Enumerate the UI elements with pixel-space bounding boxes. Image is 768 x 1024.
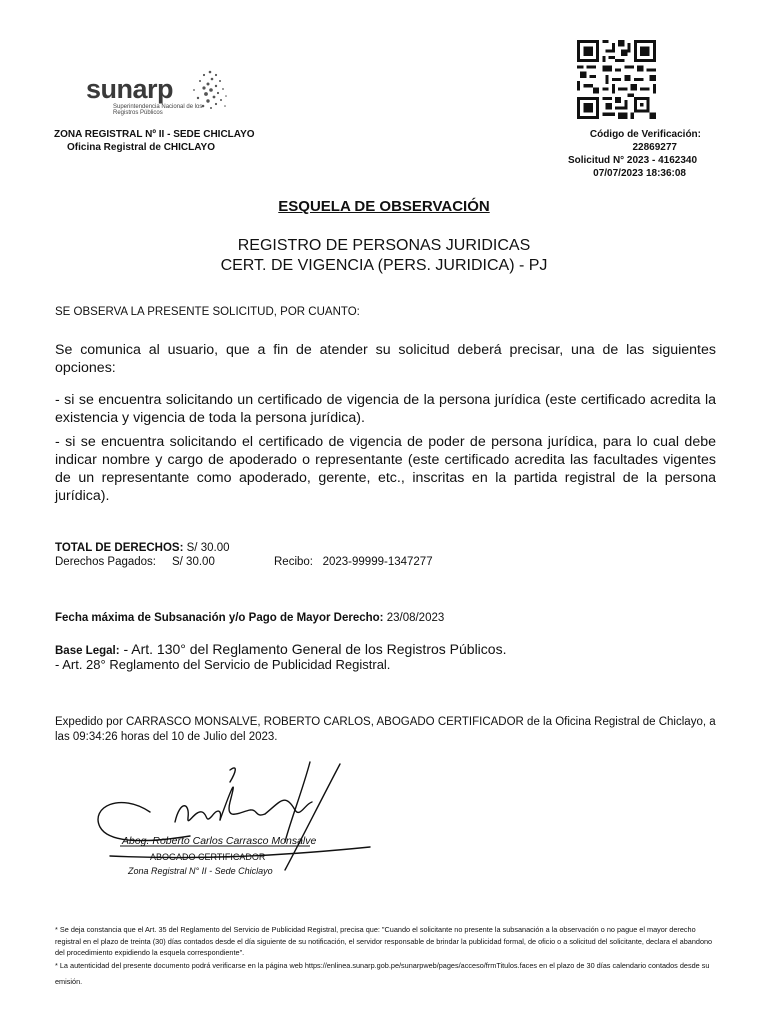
signature-stroke (220, 787, 265, 820)
observation-paragraph: Se comunica al usuario, que a fin de atender su solicitud deberá precisar, una de las siguientes opciones: (55, 342, 716, 376)
fecha-maxima-value: 23/08/2023 (386, 612, 445, 624)
base-legal-line: - Art. 28° Reglamento del Servicio de Publicidad Registral. (55, 657, 391, 672)
oficina-registral: Oficina Registral de CHICLAYO (67, 142, 215, 153)
certificate-subtitle: CERT. DE VIGENCIA (PERS. JURIDICA) - PJ (220, 257, 548, 274)
solicitud-datetime: 07/07/2023 18:36:08 (593, 168, 686, 179)
registry-subtitle: REGISTRO DE PERSONAS JURIDICAS (237, 237, 531, 254)
qr-code-icon (577, 40, 656, 119)
codigo-verificacion-value: 22869277 (632, 142, 677, 153)
option-paragraph: - si se encuentra solicitando un certificado de vigencia de la persona jurídica (este certificado acredita la existencia y vigencia de toda la persona jurídica). (55, 392, 716, 426)
total-derechos (55, 542, 229, 554)
signature-stroke (230, 768, 235, 782)
fecha-maxima-label: Fecha máxima de Subsanación y/o Pago de Mayor Derecho: (55, 612, 384, 624)
signature-stamp (80, 752, 380, 884)
total-derechos-value: S/ 30.00 (186, 542, 230, 554)
recibo (274, 556, 433, 568)
derechos-pagados-value: S/ 30.00 (172, 556, 215, 568)
zona-registral: ZONA REGISTRAL Nº II - SEDE CHICLAYO (54, 129, 255, 140)
footnote-autenticidad: * La autenticidad del presente documento podrá verificarse en la página web https://enlinea.sunarp.gob.pe/sunarpweb/pages/acceso/frmTitulos.faces en el plazo de 30 días calendario contados desde su emisión. (55, 961, 710, 986)
recibo-value: 2023-99999-1347277 (322, 556, 433, 568)
solicitud-number: Solicitud N° 2023 - 4162340 (567, 155, 697, 166)
base-legal-line: - Art. 130° del Reglamento General de los Registros Públicos. (123, 641, 507, 657)
document-title: ESQUELA DE OBSERVACIÓN (278, 198, 490, 215)
signature-stroke (265, 800, 312, 814)
signature-stroke (175, 806, 221, 822)
expedido-statement: Expedido por CARRASCO MONSALVE, ROBERTO CARLOS, ABOGADO CERTIFICADOR de la Oficina Registral de Chiclayo, a las 09:34:26 horas del 10 de Julio del 2023. (55, 716, 716, 743)
fecha-maxima (55, 612, 444, 624)
signature-title: ABOGADO CERTIFICADOR (150, 852, 266, 862)
logo-subtitle: Superintendencia Nacional de los Registros Públicos (113, 104, 203, 116)
signature-name: Abog. Roberto Carlos Carrasco Monsalve (122, 835, 317, 847)
observation-intro: SE OBSERVA LA PRESENTE SOLICITUD, POR CUANTO: (55, 306, 360, 318)
base-legal-label: Base Legal: (55, 645, 120, 657)
total-derechos-label: TOTAL DE DERECHOS: (55, 542, 184, 554)
signature-zone: Zona Registral N° II - Sede Chiclayo (128, 866, 273, 876)
codigo-verificacion-label: Código de Verificación: (589, 129, 701, 140)
sunarp-logo (86, 66, 236, 130)
option-paragraph: - si se encuentra solicitando el certificado de vigencia de poder de persona jurídica, para lo cual debe indicar nombre y cargo de apoderado o representante (este certificado acredita las facultades vigentes de un representante como apoderado, gerente, etc., inscritas en la partida registral de la persona jurídica). (55, 434, 716, 504)
footnote-abandono: * Se deja constancia que el Art. 35 del Reglamento del Servicio de Publicidad Registral, precisa que: "Cuando el solicitante no presente la subsanación a la observación o no pague el mayor derecho registral en el plazo de treinta (30) días contados desde el día siguiente de su notificación, el servidor responsable de brindar la publicidad formal, de oficio o a solicitud del solicitante, declara el abandono del procedimiento expidiendo la esquela correspondiente". (55, 925, 713, 957)
recibo-label: Recibo: (274, 556, 313, 568)
logo-wordmark: sunarp (86, 74, 174, 104)
derechos-pagados-label: Derechos Pagados: (55, 556, 157, 568)
derechos-pagados (55, 556, 215, 568)
base-legal (55, 641, 506, 657)
